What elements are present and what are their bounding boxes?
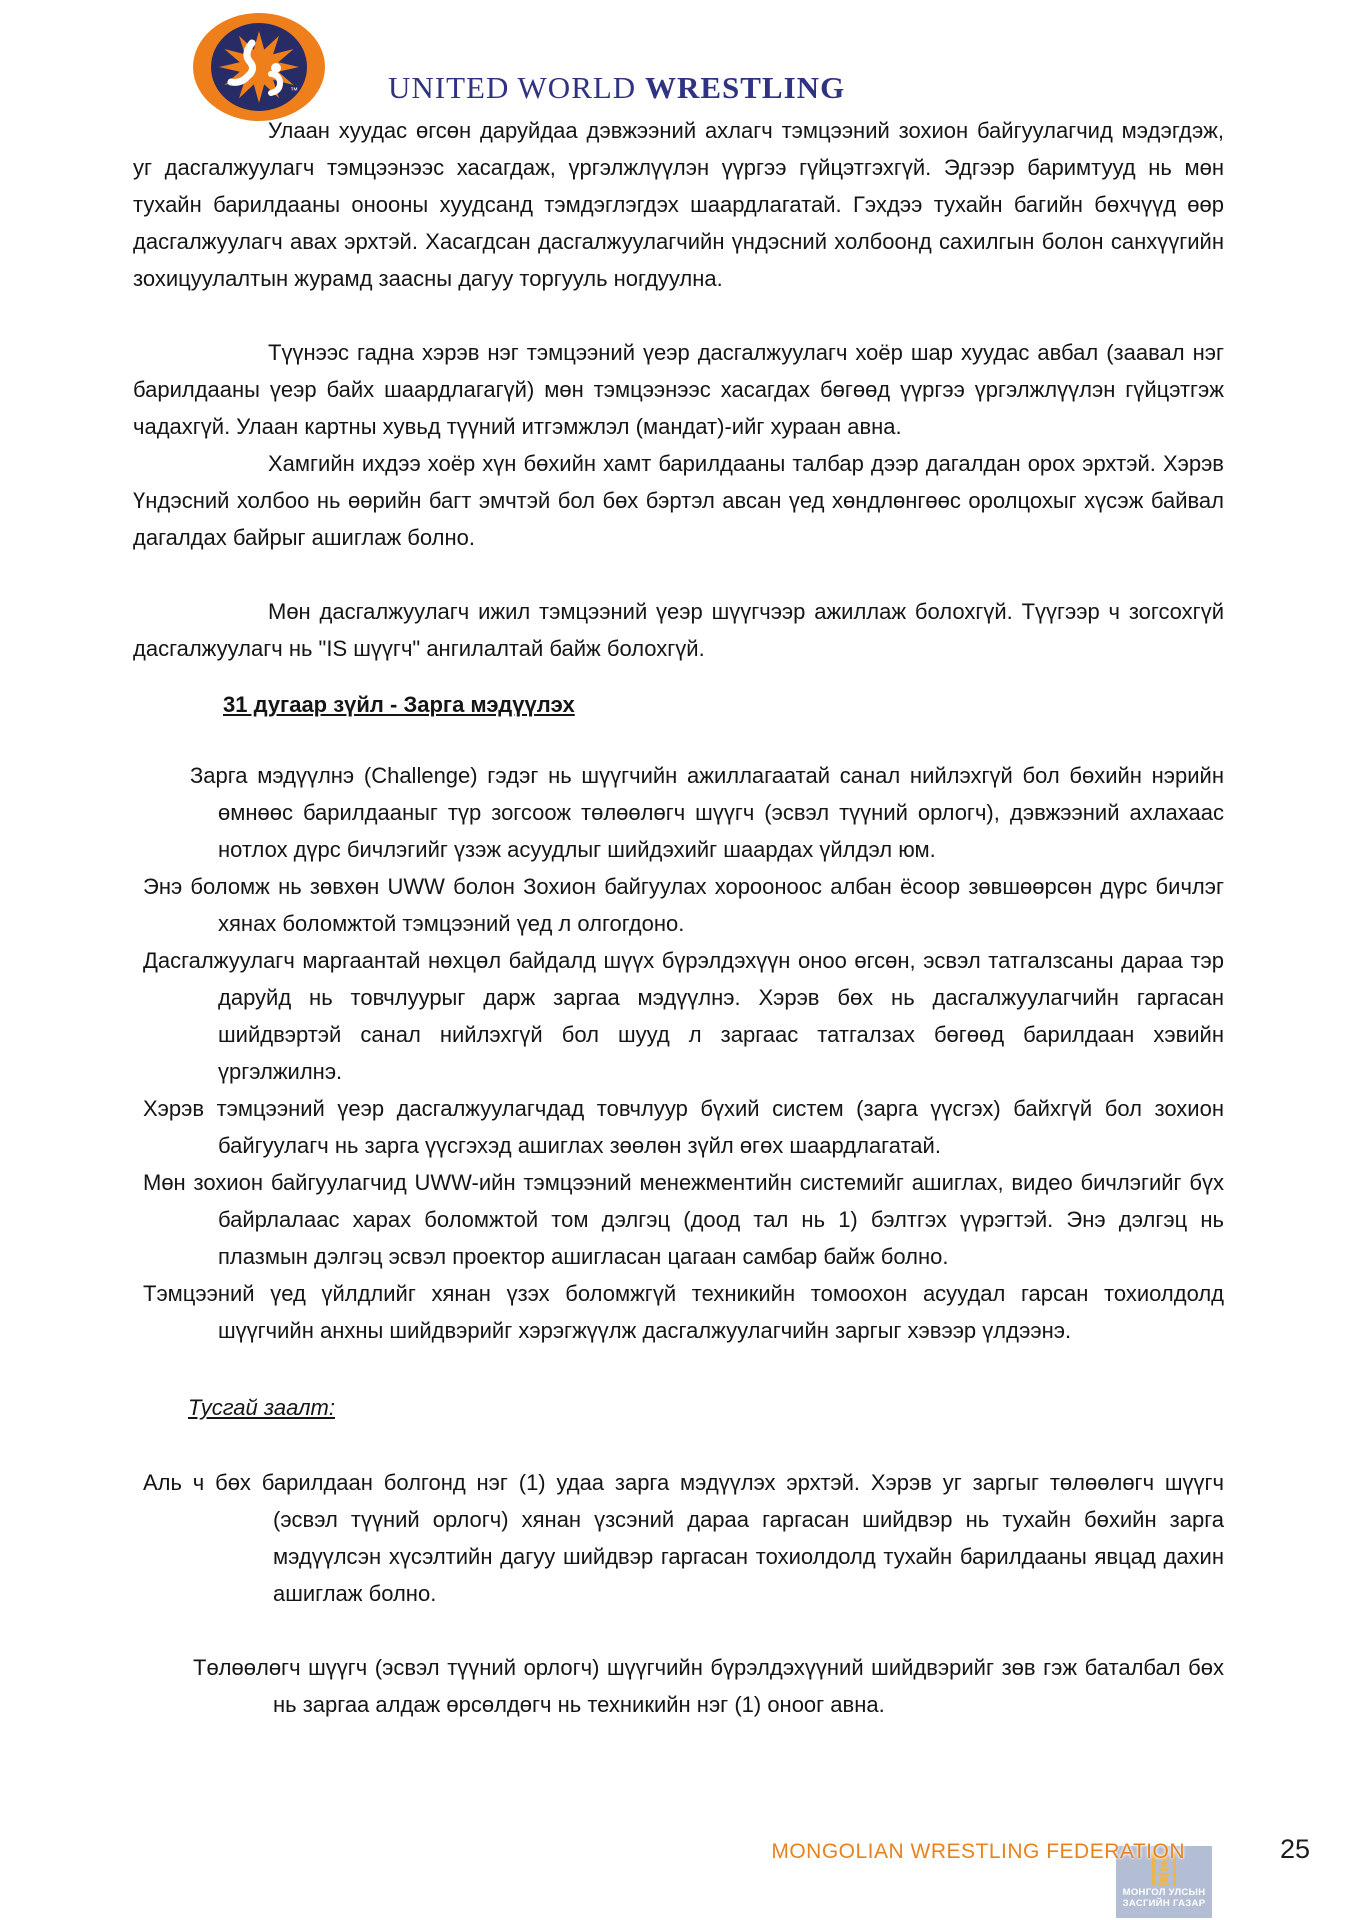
paragraph: Түүнээс гадна хэрэв нэг тэмцээний үеэр дасгалжуулагч хоёр шар хуудас авбал (заавал нэг барилдааны үеэр байх шаардлагагүй) мөн тэмцээнээс хасагдах бөгөөд үүргээ үргэлжлүүлэн гүйцэтгэж чадахгүй. Улаан картны хувьд түүний итгэмжлэл (мандат)-ийг хураан авна.	[133, 340, 1224, 439]
article-item: Зарга мэдүүлнэ (Challenge) гэдэг нь шүүгчийн ажиллагаатай санал нийлэхгүй бол бөхийн нэрийн өмнөөс барилдааныг түр зогсоож төлөөлөгч шүүгч (эсвэл түүний орлогч), дэвжээний ахлахаас нотлох дүрс бичлэгийг үзэж асуудлыг шийдэхийг шаардах үйлдэл юм.	[190, 763, 1224, 862]
brand-bold: WRESTLING	[644, 70, 846, 105]
page-header	[0, 0, 1357, 128]
article-item: Дасгалжуулагч маргаантай нөхцөл байдалд шүүх бүрэлдэхүүн оноо өгсөн, эсвэл татгалзсаны дараа тэр даруйд нь товчлуурыг дарж заргаа мэдүүлнэ. Хэрэв бөх нь дасгалжуулагчийн гаргасан шийдвэртэй санал нийлэхгүй бол шууд л заргаас татгалзах бөгөөд барилдаан хэвийн үргэлжилнэ.	[143, 948, 1224, 1084]
gov-caption-line1: МОНГОЛ УЛСЫН	[1122, 1887, 1206, 1898]
paragraph: Мөн дасгалжуулагч ижил тэмцээний үеэр шүүгчээр ажиллаж болохгүй. Түүгээр ч зогсохгүй дасгалжуулагч нь "IS шүүгч" ангилалтай байж болохгүй.	[133, 599, 1224, 661]
paragraph: Хамгийн ихдээ хоёр хүн бөхийн хамт барилдааны талбар дээр дагалдан орох эрхтэй. Хэрэв Үндэсний холбоо нь өөрийн багт эмчтэй бол бөх бэртэл авсан үед хөндлөнгөөс оролцохыг хүсэж байвал дагалдах байрыг ашиглаж болно.	[133, 451, 1224, 550]
document-body	[133, 112, 1224, 1723]
article-item: Мөн зохион байгуулагчид UWW-ийн тэмцээний менежментийн системийг ашиглах, видео бичлэгийг бүх байрлалаас харах боломжтой том дэлгэц (доод тал нь 1) бэлтгэх үүрэгтэй. Энэ дэлгэц нь плазмын дэлгэц эсвэл проектор ашигласан цагаан самбар байж болно.	[143, 1170, 1224, 1269]
brand-regular: UNITED WORLD	[388, 70, 645, 105]
brand-title	[388, 70, 845, 106]
special-clause-heading-text: Тусгай заалт:	[188, 1395, 335, 1420]
gov-caption-line2: ЗАСГИЙН ГАЗАР	[1122, 1898, 1206, 1909]
article-heading	[133, 686, 1224, 723]
special-paragraph: Аль ч бөх барилдаан болгонд нэг (1) удаа зарга мэдүүлэх эрхтэй. Хэрэв уг заргыг төлөөлөгч шүүгч (эсвэл түүний орлогч) хянан үзсэний дараа гаргасан шийдвэр нь тухайн бөхийн зарга мэдүүлсэн хүсэлтийн дагуу шийдвэр гаргасан тохиолдолд тухайн барилдааны явцад дахин ашиглаж болно.	[143, 1470, 1224, 1606]
special-paragraph: Төлөөлөгч шүүгч (эсвэл түүний орлогч) шүүгчийн бүрэлдэхүүний шийдвэрийг зөв гэж баталбал бөх нь заргаа алдаж өрсөлдөгч нь техникийн нэг (1) оноог авна.	[193, 1655, 1224, 1717]
article-item: Хэрэв тэмцээний үеэр дасгалжуулагчдад товчлуур бүхий систем (зарга үүсгэх) байхгүй бол зохион байгуулагч нь зарга үүсгэхэд ашиглах зөөлөн зүйл өгөх шаардлагатай.	[143, 1096, 1224, 1158]
article-item: Энэ боломж нь зөвхөн UWW болон Зохион байгуулах хорооноос албан ёсоор зөвшөөрсөн дүрс бичлэг хянах боломжтой тэмцээний үед л олгогдоно.	[143, 874, 1224, 936]
special-clause-heading	[133, 1389, 1224, 1426]
svg-text:™: ™	[290, 86, 298, 95]
article-item: Тэмцээний үед үйлдлийг хянан үзэх боломжгүй техникийн томоохон асуудал гарсан тохиолдолд шүүгчийн анхны шийдвэрийг хэрэгжүүлж дасгалжуулагчийн заргыг хэвээр үлдээнэ.	[143, 1281, 1224, 1343]
paragraph: Улаан хуудас өгсөн даруйдаа дэвжээний ахлагч тэмцээний зохион байгуулагчид мэдэгдэж, уг дасгалжуулагч тэмцээнээс хасагдаж, үргэлжлүүлэн үүргээ гүйцэтгэхгүй. Эдгээр баримтууд нь мөн тухайн барилдааны онооны хуудсанд тэмдэглэгдэх шаардлагатай. Гэхдээ тухайн багийн бөхчүүд өөр дасгалжуулагч авах эрхтэй. Хасагдсан дасгалжуулагчийн үндэсний холбоонд сахилгын болон санхүүгийн зохицуулалтын журамд заасны дагуу торгууль ногдуулна.	[133, 118, 1224, 291]
footer-federation-label: MONGOLIAN WRESTLING FEDERATION	[771, 1840, 1185, 1863]
article-heading-text: 31 дугаар зүйл - Зарга мэдүүлэх	[223, 692, 575, 717]
article-items	[133, 757, 1224, 1349]
uww-wrestling-logo-icon	[192, 12, 327, 122]
page-number: 25	[1280, 1834, 1311, 1864]
